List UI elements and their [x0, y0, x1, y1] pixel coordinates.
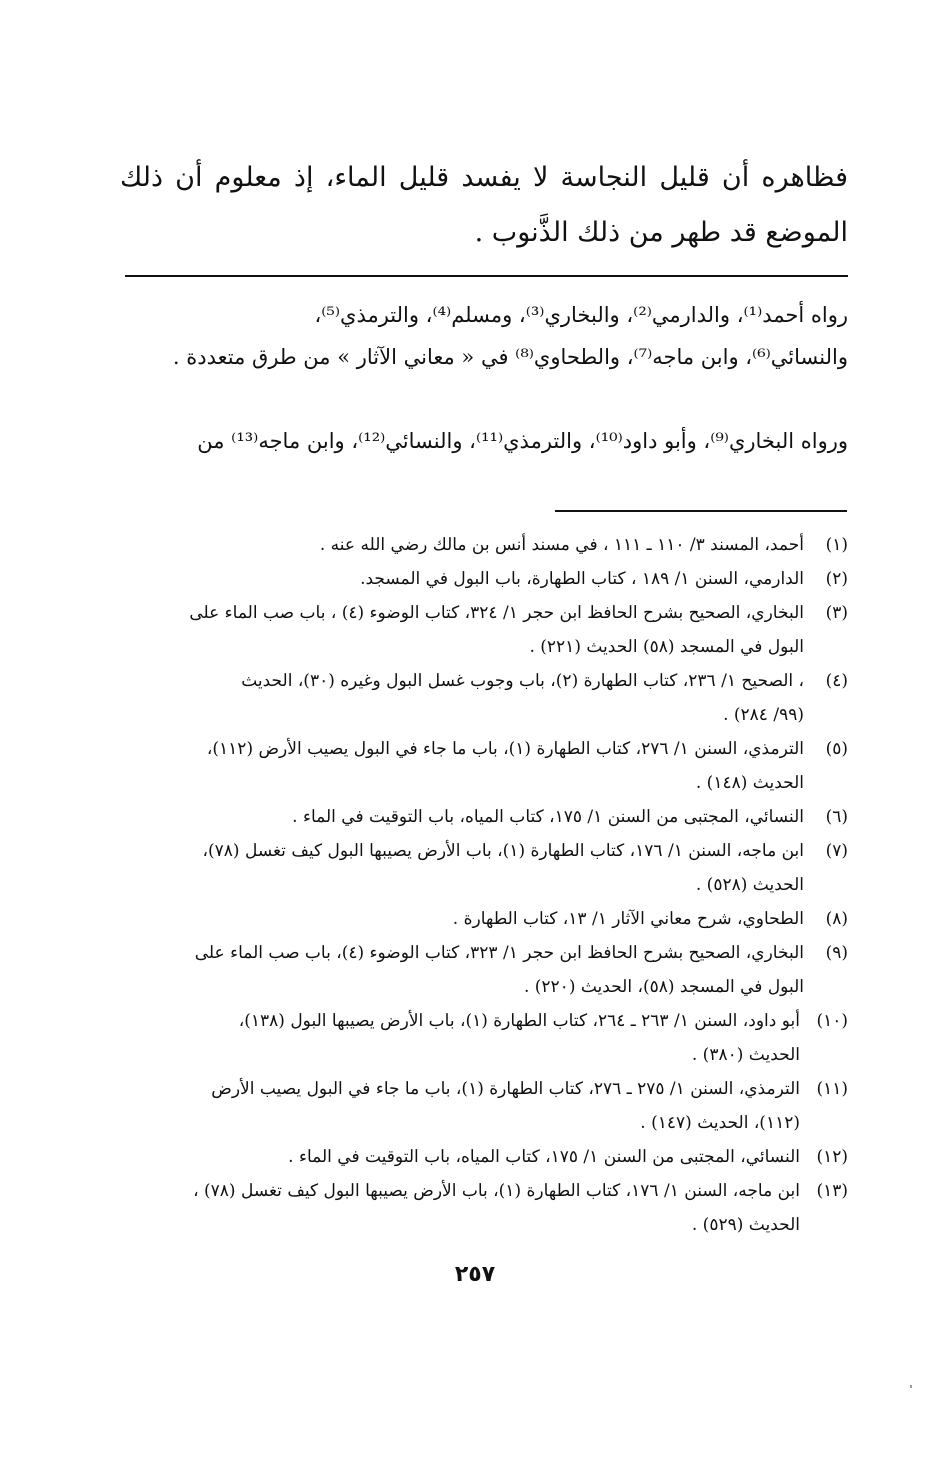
footnote-text: الترمذي، السنن ١/ ٢٧٥ ـ ٢٧٦، كتاب الطهارة (١)، باب ما جاء في البول يصيب الأرض — [211, 1079, 800, 1099]
footnote-number: (٨) — [825, 909, 848, 929]
footnote-item — [120, 1174, 848, 1242]
footnote-number: (٧) — [825, 841, 848, 861]
footnote-number: (٩) — [825, 943, 848, 963]
footnote-text-continued: البول في المسجد (٥٨) الحديث (٢٢١) . — [529, 637, 804, 657]
narration-1-line-2: والنسائي⁽⁶⁾، وابن ماجه⁽⁷⁾، والطحاوي⁽⁸⁾ في « معاني الآثار » من طرق متعددة . — [172, 345, 848, 369]
section-divider — [125, 275, 848, 277]
footnote-number: (١) — [825, 535, 848, 555]
footnote-number: (٦) — [825, 807, 848, 827]
footnote-item — [120, 528, 848, 562]
footnote-text: ابن ماجه، السنن ١/ ١٧٦، كتاب الطهارة (١)، باب الأرض يصيبها البول كيف تغسل (٧٨)، — [202, 841, 804, 861]
footnote-number: (٣) — [825, 603, 848, 623]
narration-paragraph-1 — [120, 294, 848, 378]
footnotes-list — [120, 528, 848, 1242]
footnote-item — [120, 732, 848, 800]
footnote-item — [120, 1140, 848, 1174]
footnote-text: أحمد، المسند ٣/ ١١٠ ـ ١١١ ، في مسند أنس بن مالك رضي الله عنه . — [319, 535, 804, 555]
main-paragraph: فظاهره أن قليل النجاسة لا يفسد قليل الماء، إذ معلوم أن ذلك الموضع قد طهر من ذلك الذَّنوب . — [120, 162, 848, 248]
narration-1-line-1: رواه أحمد⁽¹⁾، والدارمي⁽²⁾، والبخاري⁽³⁾، ومسلم⁽⁴⁾، والترمذي⁽⁵⁾، — [314, 303, 848, 327]
footnote-text: ابن ماجه، السنن ١/ ١٧٦، كتاب الطهارة (١)، باب الأرض يصيبها البول كيف تغسل (٧٨) ، — [193, 1181, 800, 1201]
footnote-text: الطحاوي، شرح معاني الآثار ١/ ١٣، كتاب الطهارة . — [452, 909, 804, 929]
footnote-number: (١٢) — [816, 1147, 848, 1167]
footnote-text-continued: الحديث (٣٨٠) . — [691, 1045, 800, 1065]
narration-2-line-1: ورواه البخاري⁽⁹⁾، وأبو داود⁽¹⁰⁾، والترمذي⁽¹¹⁾، والنسائي⁽¹²⁾، وابن ماجه⁽¹³⁾ من — [197, 429, 848, 453]
footnote-text: أبو داود، السنن ١/ ٢٦٣ ـ ٢٦٤، كتاب الطهارة (١)، باب الأرض يصيبها البول (١٣٨)، — [238, 1011, 800, 1031]
scan-speck — [910, 1385, 912, 1388]
footnote-item — [120, 596, 848, 664]
footnote-text-continued: الحديث (١٤٨) . — [695, 773, 804, 793]
page-number: ٢٥٧ — [454, 1262, 496, 1287]
footnote-text: البخاري، الصحيح بشرح الحافظ ابن حجر ١/ ٣٢٤، كتاب الوضوء (٤) ، باب صب الماء على — [189, 603, 804, 623]
footnote-item — [120, 1004, 848, 1072]
footnote-number: (٢) — [825, 569, 848, 589]
footnote-text: ، الصحيح ١/ ٢٣٦، كتاب الطهارة (٢)، باب وجوب غسل البول وغيره (٣٠)، الحديث — [241, 671, 804, 691]
footnote-item — [120, 800, 848, 834]
footnote-number: (١١) — [816, 1079, 848, 1099]
footnote-text-continued: (١١٢)، الحديث (١٤٧) . — [640, 1113, 800, 1133]
narration-paragraph-2 — [120, 420, 848, 462]
footnote-number: (٥) — [825, 739, 848, 759]
footnote-item — [120, 664, 848, 732]
footnote-text: النسائي، المجتبى من السنن ١/ ١٧٥، كتاب المياه، باب التوقيت في الماء . — [288, 1147, 800, 1167]
footnote-number: (١٣) — [816, 1181, 848, 1201]
footnote-text: الترمذي، السنن ١/ ٢٧٦، كتاب الطهارة (١)، باب ما جاء في البول يصيب الأرض (١١٢)، — [206, 739, 804, 759]
footnote-text-continued: الحديث (٥٢٨) . — [695, 875, 804, 895]
footnote-text-continued: البول في المسجد (٥٨)، الحديث (٢٢٠) . — [523, 977, 804, 997]
footnote-item — [120, 834, 848, 902]
footnote-text-continued: الحديث (٥٢٩) . — [691, 1215, 800, 1235]
footnote-text: النسائي، المجتبى من السنن ١/ ١٧٥، كتاب المياه، باب التوقيت في الماء . — [292, 807, 804, 827]
footnote-item — [120, 936, 848, 1004]
footnote-text: الدارمي، السنن ١/ ١٨٩ ، كتاب الطهارة، باب البول في المسجد. — [360, 569, 804, 589]
footnote-item — [120, 1072, 848, 1140]
footnote-item — [120, 562, 848, 596]
footnotes-divider — [555, 510, 847, 512]
footnote-number: (١٠) — [816, 1011, 848, 1031]
footnote-text-continued: (٩٩/ ٢٨٤) . — [723, 705, 804, 725]
footnote-item — [120, 902, 848, 936]
footnote-number: (٤) — [825, 671, 848, 691]
footnote-text: البخاري، الصحيح بشرح الحافظ ابن حجر ١/ ٣٢٣، كتاب الوضوء (٤)، باب صب الماء على — [194, 943, 804, 963]
